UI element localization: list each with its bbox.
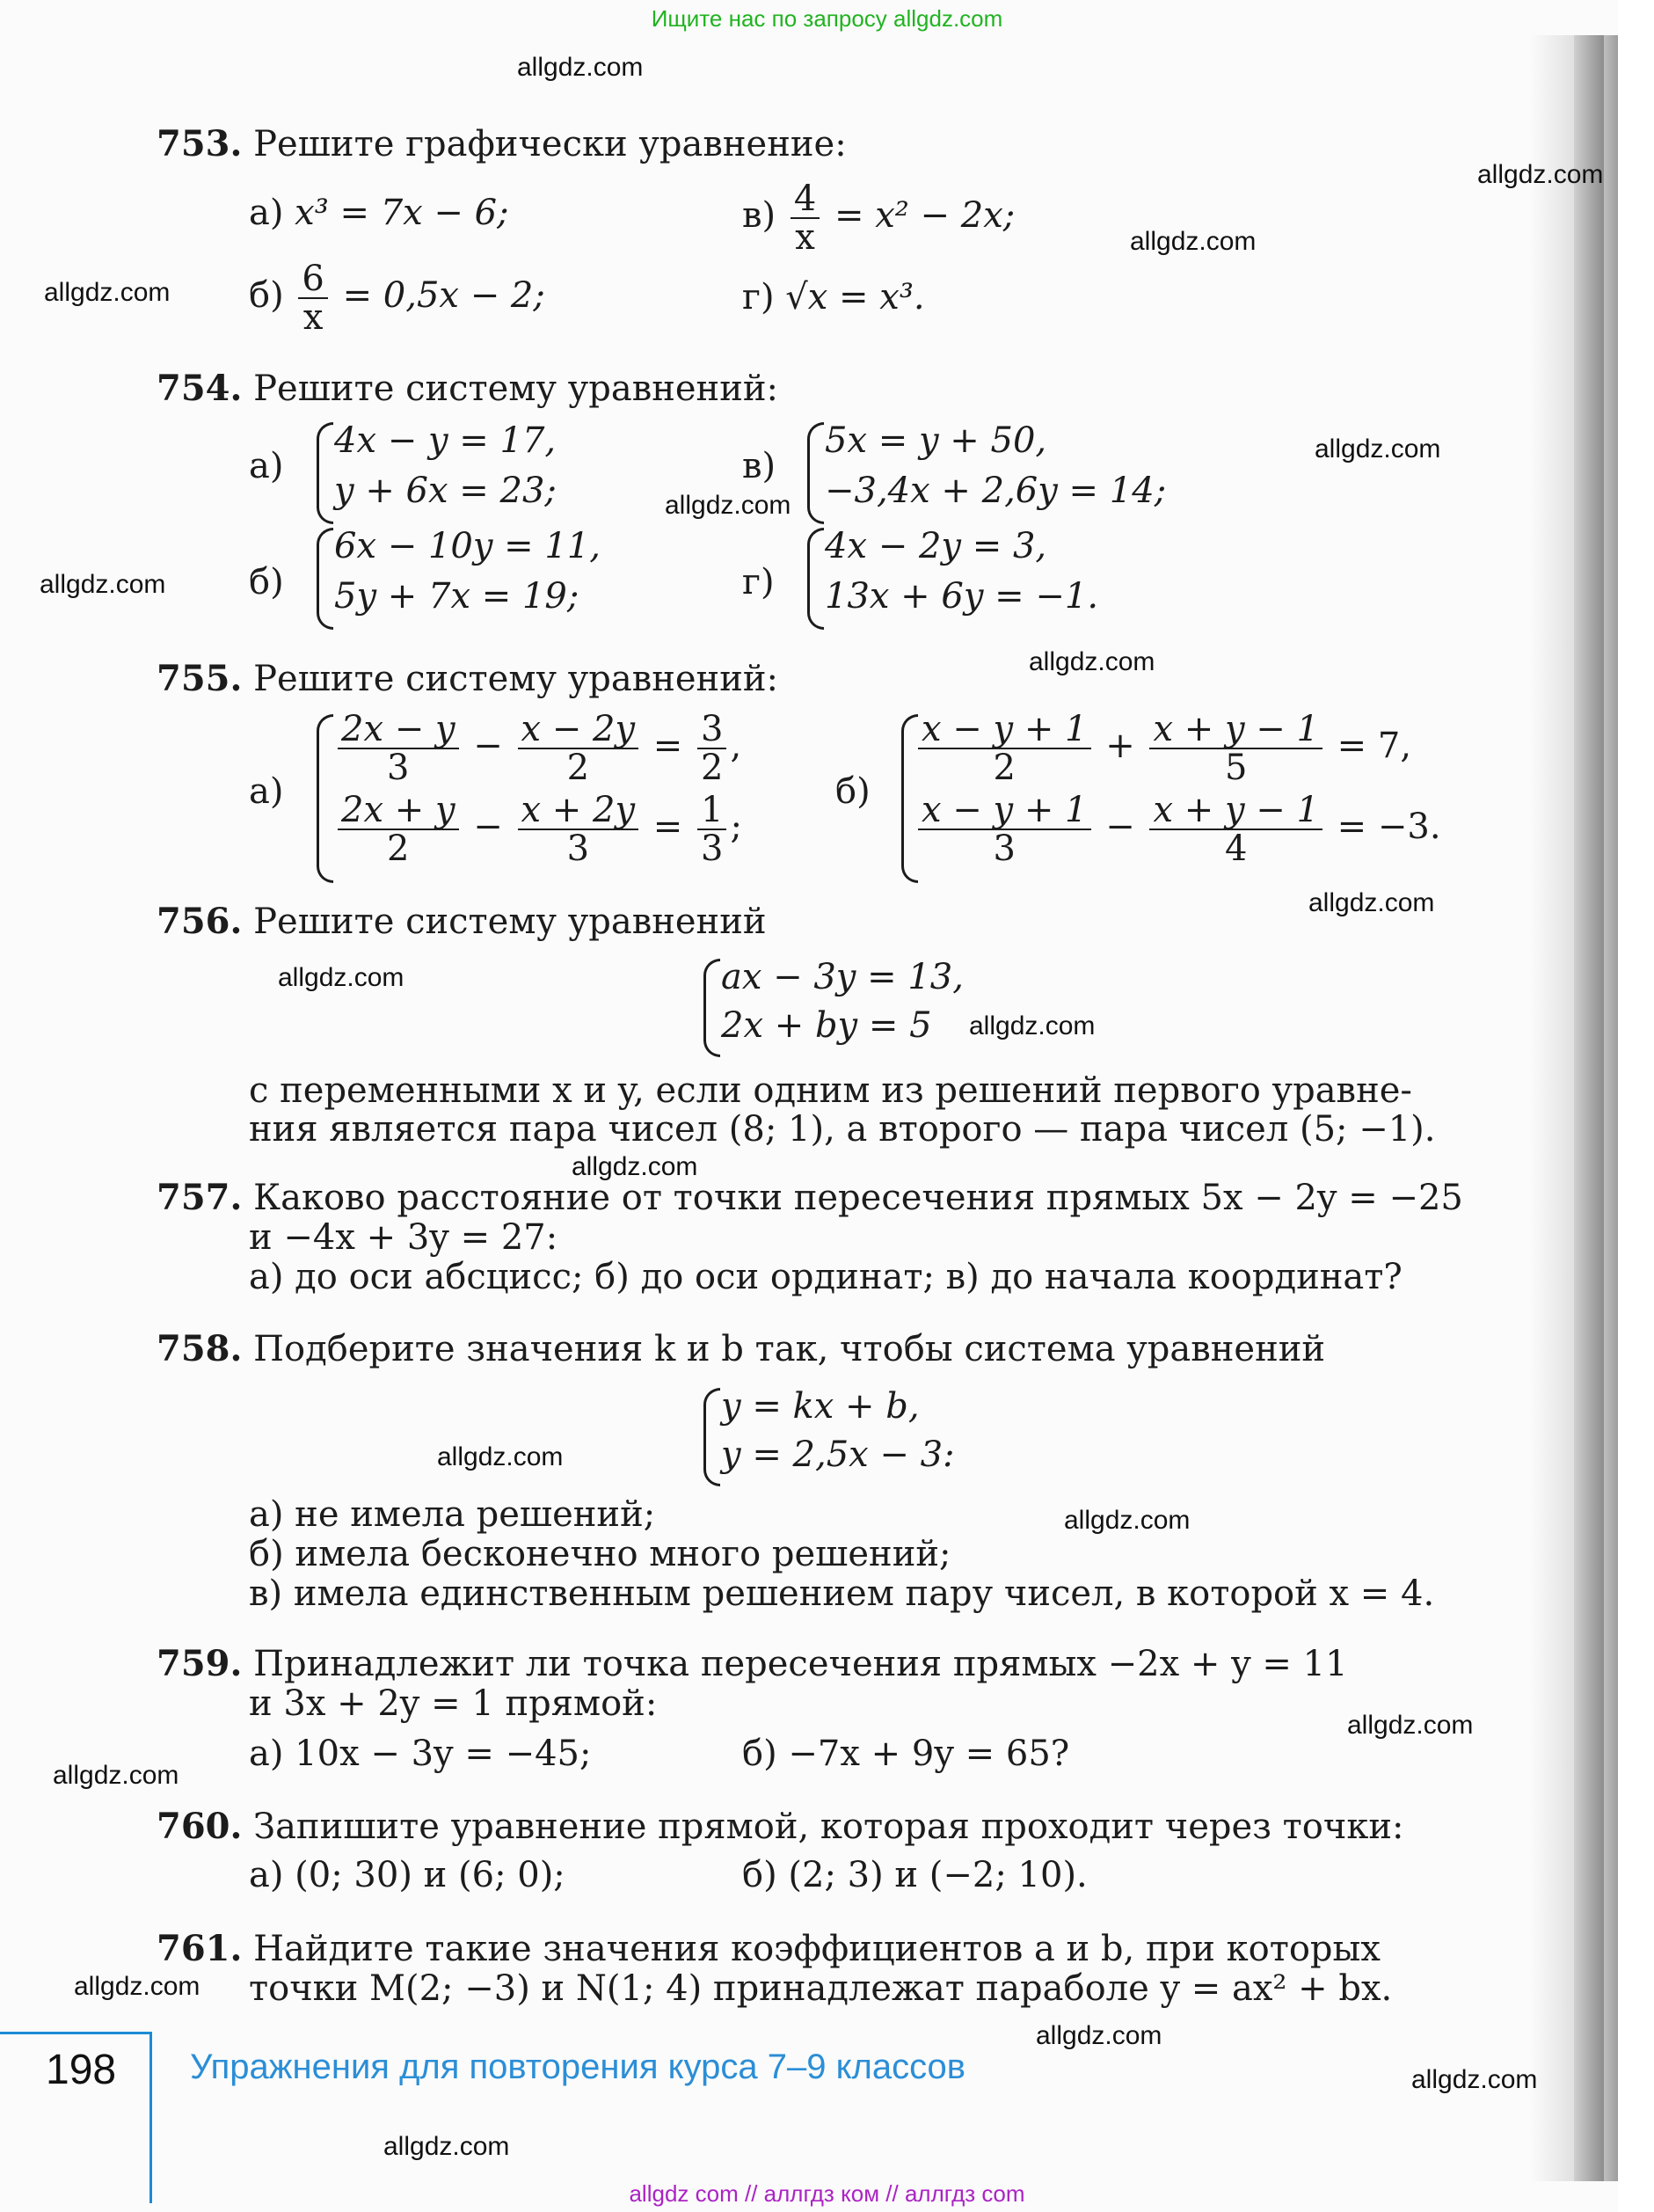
problem-757-heading bbox=[157, 1179, 1463, 1217]
watermark: allgdz.com bbox=[40, 570, 166, 599]
numerator: 2x − y bbox=[338, 711, 459, 749]
equation bbox=[825, 471, 1166, 511]
system-brace bbox=[317, 714, 333, 883]
problem-761-heading bbox=[157, 1930, 1381, 1968]
problem-option: б) имела бесконечно много решений; bbox=[249, 1534, 951, 1574]
top-banner[interactable]: Ищите нас по запросу allgdz.com bbox=[651, 5, 1003, 32]
problem-text: и 3x + 2y = 1 прямой: bbox=[249, 1683, 658, 1724]
problem-754-heading bbox=[157, 369, 778, 408]
problem-number: 753. bbox=[157, 123, 243, 164]
fraction-equation bbox=[334, 792, 742, 867]
denominator: 3 bbox=[387, 748, 410, 788]
problem-option: а) 10x − 3y = −45; bbox=[249, 1734, 592, 1774]
problem-text: точки M(2; −3) и N(1; 4) принадлежат параболе y = ax² + bx. bbox=[249, 1968, 1393, 2009]
operator: − bbox=[1105, 807, 1135, 847]
equation: x³ = 7x − 6; bbox=[295, 193, 509, 233]
equation-text: 4x − y = 17, bbox=[334, 420, 557, 461]
equation-text: y = kx + b, bbox=[721, 1386, 920, 1427]
watermark: allgdz.com bbox=[969, 1011, 1096, 1040]
item-label: в) bbox=[742, 446, 776, 486]
fraction bbox=[1149, 711, 1322, 786]
watermark: allgdz.com bbox=[1029, 647, 1155, 676]
problem-756-heading bbox=[157, 902, 767, 941]
item-label: б) bbox=[249, 275, 284, 316]
watermark: allgdz.com bbox=[278, 963, 404, 992]
numerator: x + 2y bbox=[518, 792, 639, 830]
fraction-equation bbox=[914, 711, 1411, 786]
problem-number: 755. bbox=[157, 658, 243, 699]
equation bbox=[334, 420, 556, 461]
punctuation: ; bbox=[730, 807, 742, 847]
fraction bbox=[918, 792, 1091, 867]
fraction-equation bbox=[914, 792, 1441, 867]
problem-number: 758. bbox=[157, 1328, 243, 1369]
problem-753-a bbox=[249, 193, 509, 232]
problem-number: 756. bbox=[157, 901, 243, 942]
equation-text: 5x = y + 50, bbox=[825, 420, 1047, 461]
fraction bbox=[1149, 792, 1322, 867]
operator: − bbox=[473, 726, 503, 766]
watermark: allgdz.com bbox=[1036, 2021, 1162, 2050]
punctuation: , bbox=[730, 726, 742, 766]
problem-option: б) −7x + 9y = 65? bbox=[742, 1734, 1070, 1774]
problem-title: Решите систему уравнений bbox=[253, 902, 767, 942]
denominator: 2 bbox=[993, 748, 1016, 788]
denominator: 3 bbox=[566, 829, 590, 869]
equation-text: y + 6x = 23; bbox=[334, 471, 557, 511]
numerator: 3 bbox=[697, 711, 726, 749]
problem-753-v bbox=[742, 180, 1015, 256]
denominator: 3 bbox=[701, 829, 724, 869]
numerator: x − 2y bbox=[518, 711, 639, 749]
equation bbox=[334, 471, 557, 511]
fraction bbox=[518, 711, 639, 786]
problem-text: и −4x + 3y = 27: bbox=[249, 1217, 558, 1258]
problem-option: б) (2; 3) и (−2; 10). bbox=[742, 1855, 1088, 1895]
bottom-banner[interactable]: allgdz com // аллгдз ком // аллгдз com bbox=[629, 2180, 1025, 2207]
problem-text: Каково расстояние от точки пересечения прямых 5x − 2y = −25 bbox=[253, 1178, 1463, 1218]
system-brace bbox=[703, 959, 720, 1057]
page-number: 198 bbox=[46, 2047, 117, 2093]
watermark: allgdz.com bbox=[1130, 227, 1257, 256]
problem-title: Решите графически уравнение: bbox=[253, 124, 847, 164]
numerator: 6 bbox=[298, 260, 327, 299]
fraction bbox=[697, 792, 726, 867]
denominator: 2 bbox=[387, 829, 410, 869]
item-label: г) bbox=[742, 277, 775, 318]
watermark: allgdz.com bbox=[1477, 160, 1604, 189]
system-brace bbox=[807, 528, 824, 630]
system-brace bbox=[317, 422, 333, 524]
watermark: allgdz.com bbox=[1308, 888, 1435, 917]
operator: − bbox=[473, 807, 503, 847]
equation-rest: = −3. bbox=[1337, 807, 1441, 847]
item-label: а) bbox=[249, 771, 284, 812]
page-binding-edge bbox=[1574, 35, 1604, 2181]
equation bbox=[825, 576, 1098, 617]
problem-option: в) имела единственным решением пару чисел, в которой x = 4. bbox=[249, 1573, 1435, 1614]
watermark: allgdz.com bbox=[1315, 434, 1441, 464]
watermark: allgdz.com bbox=[517, 53, 644, 82]
problem-text: а) до оси абсцисс; б) до оси ординат; в) до начала координат? bbox=[249, 1257, 1403, 1297]
problem-title: Подберите значения k и b так, чтобы система уравнений bbox=[253, 1329, 1326, 1369]
operator: + bbox=[1105, 726, 1135, 766]
problem-753-g bbox=[742, 278, 925, 317]
problem-753-heading bbox=[157, 125, 847, 164]
system-brace bbox=[317, 528, 333, 630]
equation-text: y = 2,5x − 3: bbox=[721, 1435, 955, 1475]
watermark: allgdz.com bbox=[1064, 1506, 1191, 1535]
fraction bbox=[338, 711, 459, 786]
watermark: allgdz.com bbox=[665, 491, 791, 520]
page-number-frame-top bbox=[0, 2032, 151, 2034]
denominator: 5 bbox=[1224, 748, 1248, 788]
page-number-frame-side bbox=[149, 2032, 152, 2203]
item-label: б) bbox=[249, 562, 284, 602]
equation-text: 2x + by = 5 bbox=[721, 1005, 932, 1046]
watermark: allgdz.com bbox=[383, 2132, 510, 2161]
problem-760-heading bbox=[157, 1807, 1403, 1846]
problem-text: с переменными x и y, если одним из решений первого уравне- bbox=[249, 1070, 1412, 1111]
problem-753-b bbox=[249, 260, 545, 336]
fraction-equation bbox=[334, 711, 741, 786]
operator: = bbox=[652, 807, 683, 847]
equation bbox=[721, 1435, 955, 1475]
fraction bbox=[791, 180, 820, 256]
equation-text: 6x − 10y = 11, bbox=[334, 526, 601, 566]
problem-number: 757. bbox=[157, 1177, 243, 1218]
problem-title: Решите систему уравнений: bbox=[253, 369, 779, 409]
watermark: allgdz.com bbox=[74, 1972, 200, 2001]
equation-text: 5y + 7x = 19; bbox=[334, 576, 579, 617]
denominator: 2 bbox=[701, 748, 724, 788]
problem-option: а) не имела решений; bbox=[249, 1494, 656, 1535]
problem-number: 761. bbox=[157, 1928, 243, 1969]
problem-758-heading bbox=[157, 1330, 1325, 1369]
problem-text: ния является пара чисел (8; 1), а второго — пара чисел (5; −1). bbox=[249, 1109, 1436, 1150]
system-brace bbox=[807, 422, 824, 524]
equation: = x² − 2x; bbox=[834, 195, 1016, 236]
watermark: allgdz.com bbox=[437, 1442, 564, 1471]
numerator: x + y − 1 bbox=[1149, 711, 1322, 749]
item-label: а) bbox=[249, 446, 284, 486]
problem-number: 754. bbox=[157, 368, 243, 409]
denominator: x bbox=[795, 217, 815, 258]
running-footer-title: Упражнения для повторения курса 7–9 классов bbox=[190, 2048, 966, 2086]
problem-title: Решите систему уравнений: bbox=[253, 659, 779, 699]
numerator: x − y + 1 bbox=[918, 792, 1091, 830]
problem-option: а) (0; 30) и (6; 0); bbox=[249, 1855, 565, 1895]
item-label: в) bbox=[742, 195, 776, 236]
equation bbox=[825, 420, 1046, 461]
equation-text: ax − 3y = 13, bbox=[721, 957, 964, 997]
equation: √x = x³. bbox=[785, 277, 925, 318]
equation bbox=[334, 526, 601, 566]
numerator: 4 bbox=[791, 180, 820, 219]
operator: = bbox=[652, 726, 683, 766]
equation bbox=[825, 526, 1046, 566]
equation bbox=[721, 1386, 920, 1427]
denominator: 4 bbox=[1224, 829, 1248, 869]
fraction bbox=[697, 711, 726, 786]
equation: = 0,5x − 2; bbox=[342, 275, 545, 316]
problem-text: Найдите такие значения коэффициентов a и b, при которых bbox=[253, 1929, 1381, 1969]
equation-text: 4x − 2y = 3, bbox=[825, 526, 1047, 566]
problem-text: Принадлежит ли точка пересечения прямых −2x + y = 11 bbox=[253, 1644, 1348, 1684]
equation-rest: = 7, bbox=[1337, 726, 1412, 766]
watermark: allgdz.com bbox=[1411, 2065, 1538, 2094]
system-brace bbox=[703, 1388, 720, 1486]
watermark: allgdz.com bbox=[572, 1152, 698, 1181]
problem-number: 760. bbox=[157, 1806, 243, 1847]
watermark: allgdz.com bbox=[44, 278, 171, 307]
equation-text: 13x + 6y = −1. bbox=[825, 576, 1099, 617]
denominator: 3 bbox=[993, 829, 1016, 869]
problem-number: 759. bbox=[157, 1643, 243, 1684]
problem-759-heading bbox=[157, 1645, 1348, 1683]
numerator: x + y − 1 bbox=[1149, 792, 1322, 830]
equation-text: −3,4x + 2,6y = 14; bbox=[825, 471, 1167, 511]
fraction bbox=[518, 792, 639, 867]
problem-755-heading bbox=[157, 660, 778, 698]
numerator: 1 bbox=[697, 792, 726, 830]
denominator: 2 bbox=[566, 748, 590, 788]
equation bbox=[721, 957, 964, 997]
numerator: 2x + y bbox=[338, 792, 459, 830]
equation bbox=[721, 1005, 932, 1046]
item-label: б) bbox=[835, 771, 871, 812]
fraction bbox=[298, 260, 327, 336]
problem-title: Запишите уравнение прямой, которая проходит через точки: bbox=[253, 1807, 1404, 1847]
item-label: а) bbox=[249, 193, 284, 233]
denominator: x bbox=[302, 297, 324, 338]
fraction bbox=[338, 792, 459, 867]
equation bbox=[334, 576, 579, 617]
watermark: allgdz.com bbox=[1347, 1711, 1474, 1740]
fraction bbox=[918, 711, 1091, 786]
item-label: г) bbox=[742, 562, 775, 602]
numerator: x − y + 1 bbox=[918, 711, 1091, 749]
watermark: allgdz.com bbox=[53, 1761, 179, 1790]
